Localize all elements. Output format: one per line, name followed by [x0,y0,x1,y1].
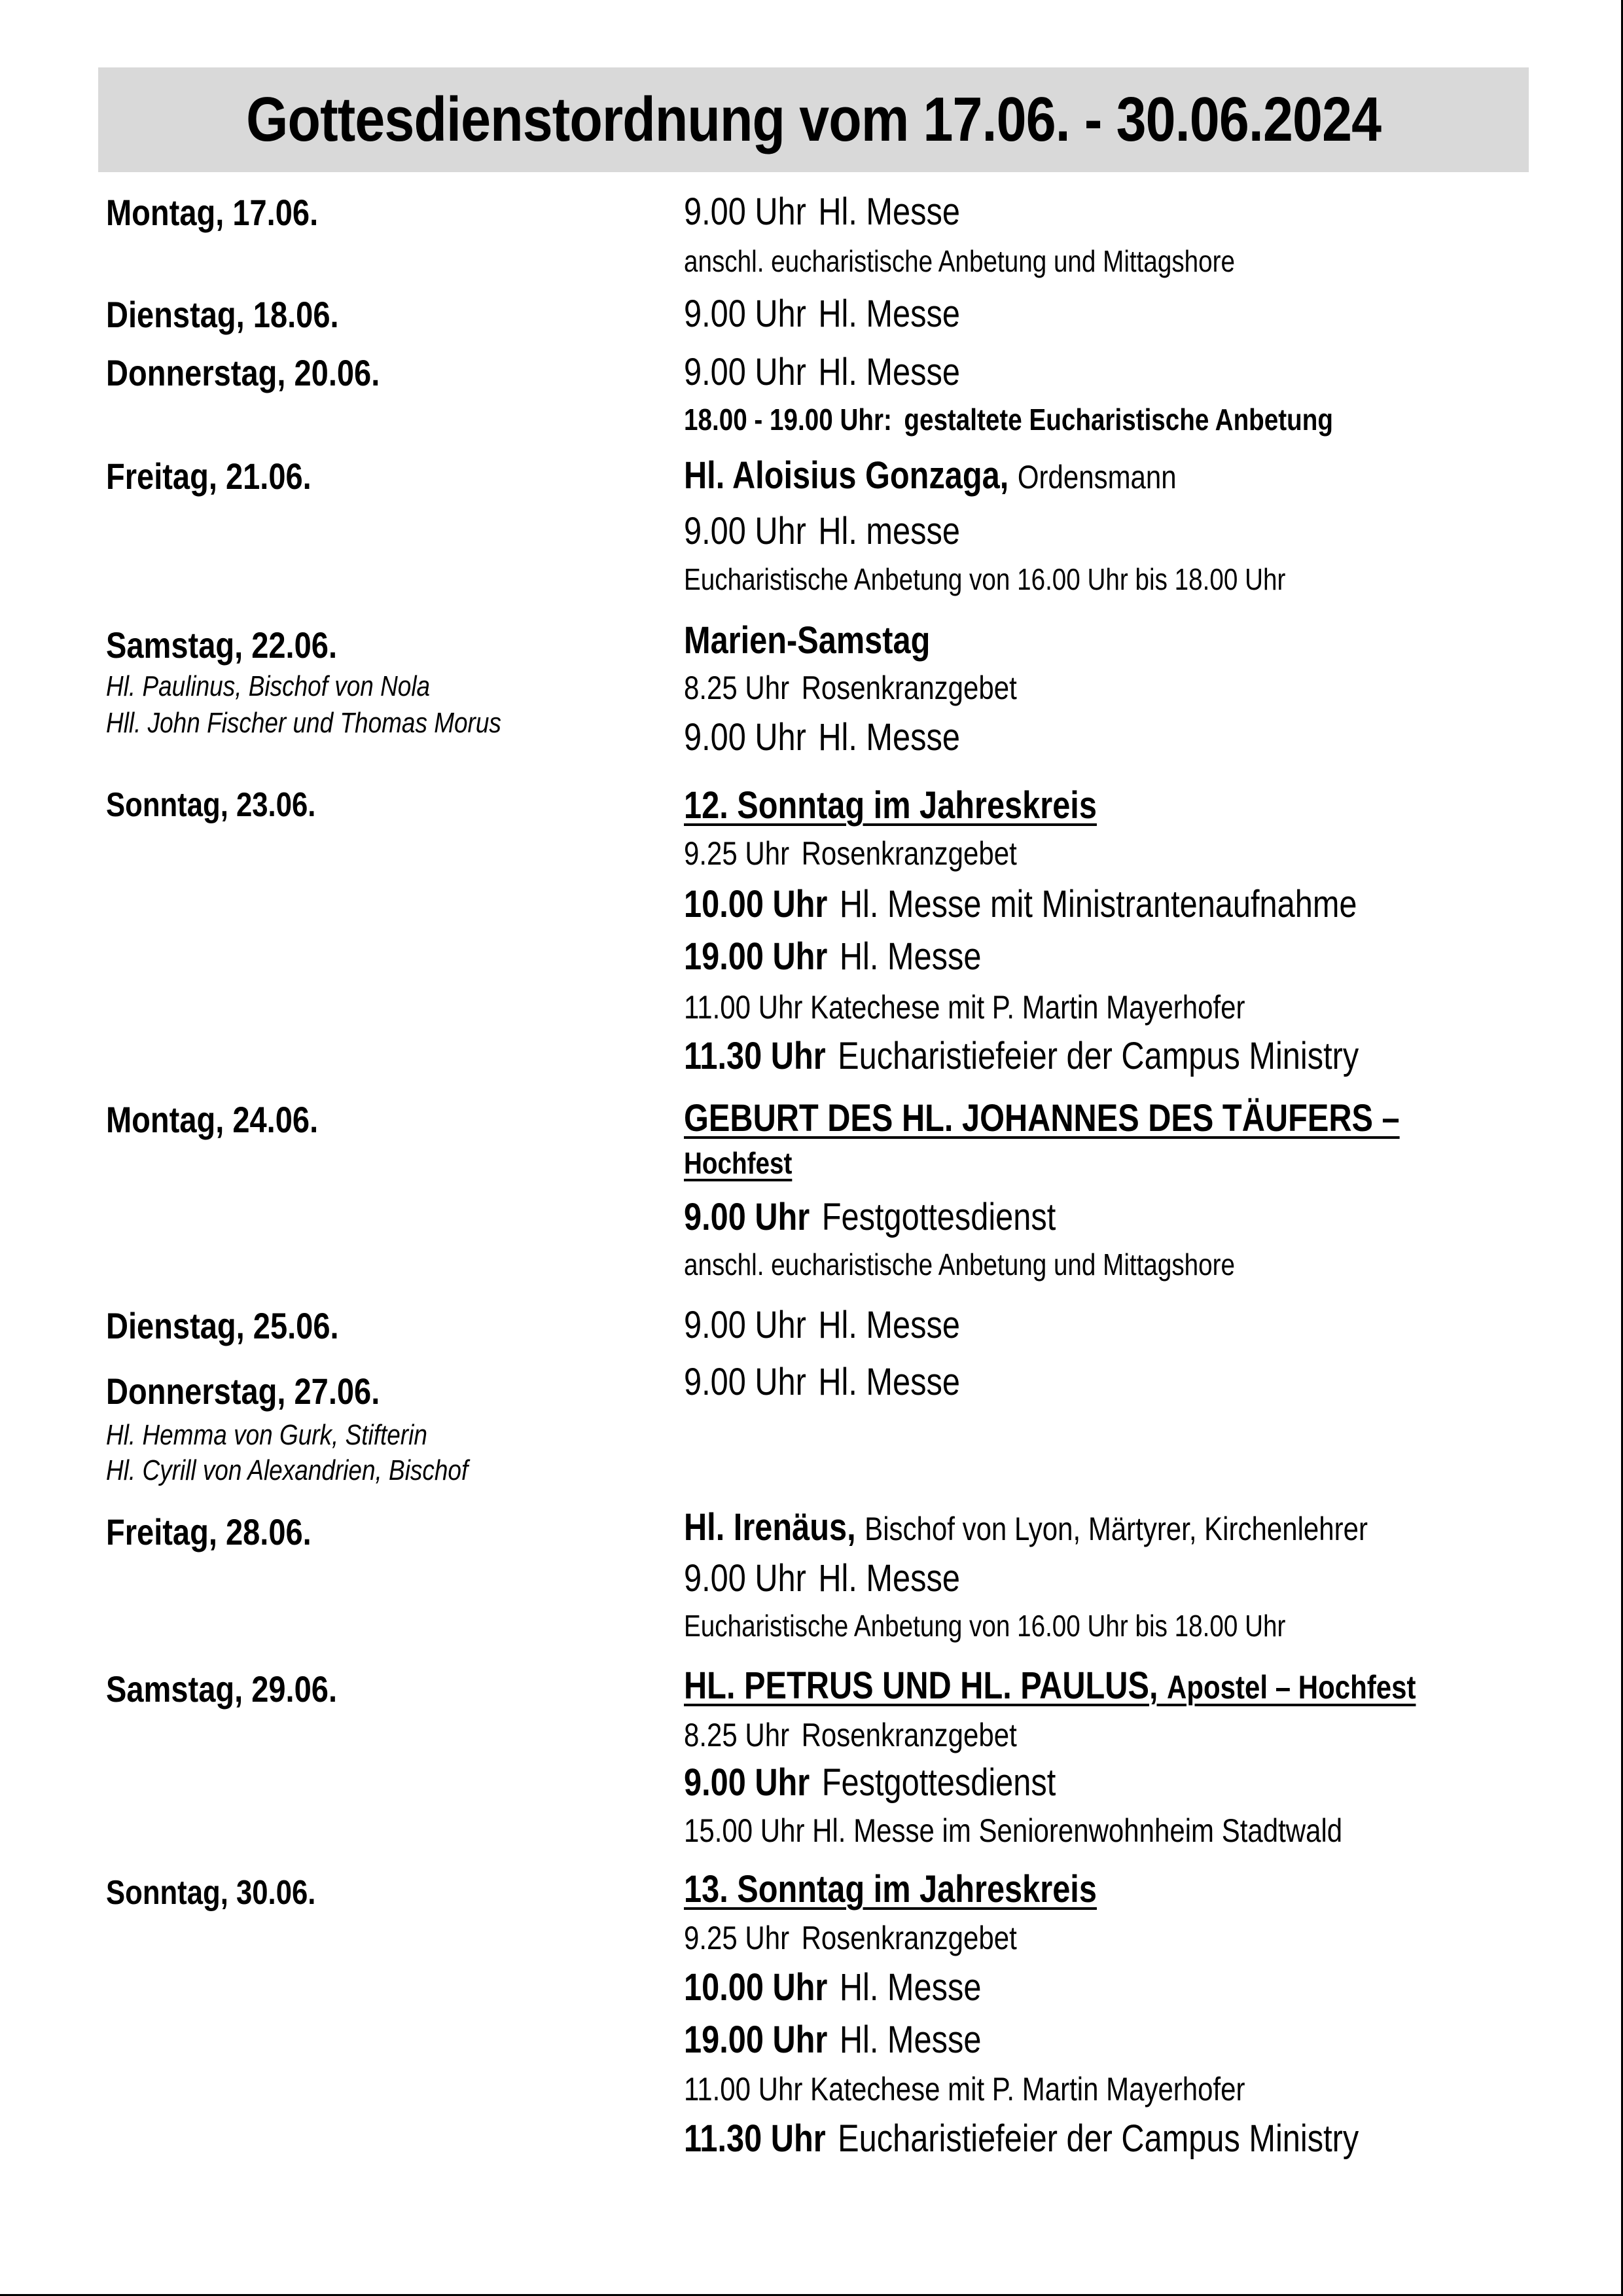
service-text: Hl. Messe [818,351,960,393]
service-line [684,882,1357,926]
service-note: 11.00 Uhr Katechese mit P. Martin Mayerhofer [684,989,1245,1026]
service-text: Hl. Messe [839,935,982,978]
service-line [684,1303,960,1347]
service-text: Eucharistiefeier der Campus Ministry [838,2117,1359,2160]
service-time: 9.00 Uhr [684,1196,810,1238]
service-note: 11.00 Uhr Katechese mit P. Martin Mayerhofer [684,2071,1245,2108]
service-time: 9.25 Uhr [684,1920,790,1956]
service-time: 11.30 Uhr [684,1035,826,1077]
service-line [684,935,981,978]
service-line [684,292,960,336]
day-date: Sonntag, 30.06. [106,1874,316,1912]
service-time: 8.25 Uhr [684,670,790,706]
saint-note: Hl. Hemma von Gurk, Stifterin [106,1419,427,1451]
service-time: 11.30 Uhr [684,2117,826,2160]
feast-name: Hl. Irenäus, [684,1506,856,1549]
service-text: Hl. Messe [818,1304,960,1346]
day-date: Montag, 24.06. [106,1099,319,1140]
service-time: 9.00 Uhr [684,351,806,393]
feast-detail: Ordensmann [1017,459,1177,495]
service-time: 9.00 Uhr [684,1761,810,1804]
service-time: 8.25 Uhr [684,1717,790,1753]
service-line [684,2018,981,2062]
service-line [684,509,960,553]
service-time: 19.00 Uhr [684,935,828,978]
service-text: Hl. Messe [818,1361,960,1403]
service-line [684,190,960,234]
day-date: Montag, 17.06. [106,192,319,233]
service-text: Rosenkranzgebet [801,1920,1017,1956]
service-line [684,1716,1017,1754]
feast-name: GEBURT DES HL. JOHANNES DES TÄUFERS – [684,1097,1400,1139]
feast-name: Marien-Samstag [684,619,931,662]
feast-line [684,1505,1368,1549]
service-note: Eucharistische Anbetung von 16.00 Uhr bis 18.00 Uhr [684,562,1286,596]
page-title: Gottesdienstordnung vom 17.06. - 30.06.2024 [245,84,1382,154]
service-text: Hl. Messe [818,1557,960,1600]
service-time: 9.00 Uhr [684,1361,806,1403]
service-text: gestaltete Eucharistische Anbetung [904,403,1333,437]
service-text: Hl. Messe [818,716,960,759]
feast-name: 13. Sonntag im Jahreskreis [684,1868,1097,1910]
service-text: Hl. Messe [839,2018,982,2061]
service-line [684,1034,1359,1078]
service-text: Rosenkranzgebet [801,670,1017,706]
service-line [684,1360,960,1404]
feast-line [684,454,1177,497]
service-line [684,834,1017,872]
service-line [684,2117,1359,2161]
day-date: Dienstag, 25.06. [106,1305,339,1346]
service-line [684,1761,1056,1804]
service-text: Hl. Messe [818,190,960,233]
feast-detail: Bischof von Lyon, Märtyrer, Kirchenlehrer [865,1511,1368,1547]
service-time: 9.00 Uhr [684,716,806,759]
service-time: 18.00 - 19.00 Uhr: [684,403,892,437]
service-text: Festgottesdienst [821,1196,1056,1238]
day-date: Samstag, 29.06. [106,1668,338,1710]
day-date: Sonntag, 23.06. [106,786,316,824]
service-line [684,715,960,759]
service-text: Rosenkranzgebet [801,1717,1017,1753]
feast-detail: Apostel – Hochfest [1167,1669,1416,1706]
service-line [684,402,1333,437]
service-line [684,350,960,394]
day-date: Dienstag, 18.06. [106,294,339,335]
feast-name: Hl. Aloisius Gonzaga, [684,454,1009,497]
service-text: Eucharistiefeier der Campus Ministry [838,1035,1359,1077]
service-time: 9.00 Uhr [684,1557,806,1600]
service-note: 15.00 Uhr Hl. Messe im Seniorenwohnheim Stadtwald [684,1812,1343,1849]
day-date: Donnerstag, 27.06. [106,1371,380,1412]
service-line [684,1195,1056,1239]
saint-note: Hl. Cyrill von Alexandrien, Bischof [106,1454,469,1486]
service-time: 9.00 Uhr [684,190,806,233]
day-date: Freitag, 21.06. [106,456,312,497]
service-text: Hl. messe [818,510,960,552]
saint-note: Hll. John Fischer und Thomas Morus [106,707,501,739]
feast-name: HL. PETRUS UND HL. PAULUS, [684,1664,1158,1707]
service-time: 10.00 Uhr [684,883,828,925]
service-time: 9.25 Uhr [684,835,790,872]
service-time: 19.00 Uhr [684,2018,828,2061]
day-date: Freitag, 28.06. [106,1511,312,1552]
feast-name: 12. Sonntag im Jahreskreis [684,784,1097,827]
service-line [684,1556,960,1600]
day-date: Donnerstag, 20.06. [106,352,380,393]
service-line [684,1965,981,2009]
service-text: Hl. Messe [839,1966,982,2009]
service-note: anschl. eucharistische Anbetung und Mittagshore [684,244,1236,278]
service-text: Rosenkranzgebet [801,835,1017,872]
service-line [684,1919,1017,1957]
service-time: 9.00 Uhr [684,1304,806,1346]
service-time: 9.00 Uhr [684,510,806,552]
service-time: 10.00 Uhr [684,1966,828,2009]
service-line [684,669,1017,707]
service-text: Hl. Messe [818,293,960,335]
day-date: Samstag, 22.06. [106,624,338,666]
service-text: Hl. Messe mit Ministrantenaufnahme [839,883,1357,925]
service-time: 9.00 Uhr [684,293,806,335]
saint-note: Hl. Paulinus, Bischof von Nola [106,670,431,702]
service-note: Eucharistische Anbetung von 16.00 Uhr bis 18.00 Uhr [684,1609,1286,1643]
title-banner [98,67,1529,172]
service-note: anschl. eucharistische Anbetung und Mittagshore [684,1247,1236,1282]
service-text: Festgottesdienst [821,1761,1056,1804]
feast-name-continued: Hochfest [684,1146,793,1180]
feast-line [684,1664,1416,1708]
